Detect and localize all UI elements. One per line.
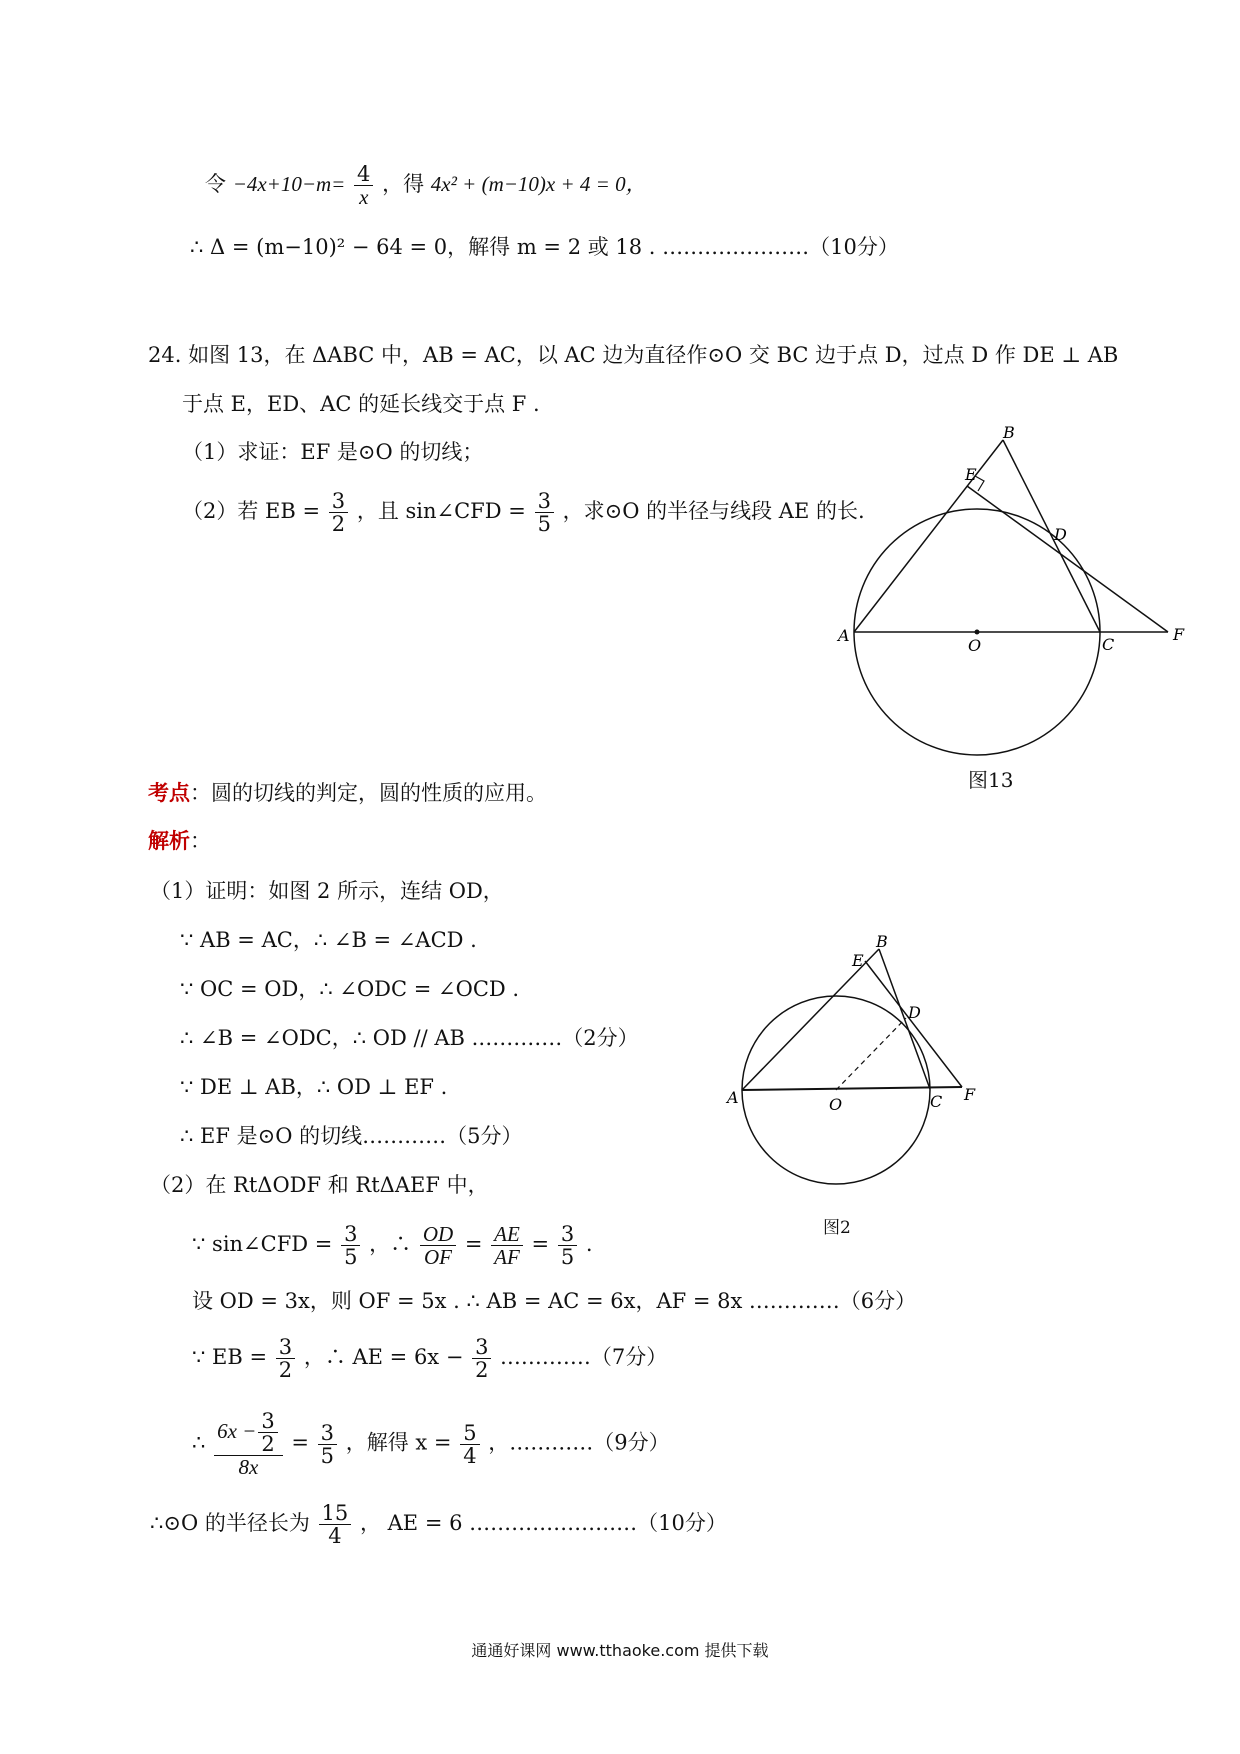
text: ∴: [192, 1430, 206, 1455]
sol-t4: [192, 1410, 670, 1478]
expr: 6x −: [217, 1419, 257, 1444]
label-c: C: [1102, 635, 1115, 654]
expr: 4x² + (m−10)x + 4 = 0，: [430, 172, 647, 197]
fraction: [341, 1223, 360, 1268]
denominator: AF: [494, 1245, 520, 1270]
label-d: D: [908, 1003, 921, 1022]
expr: ∴ Δ = (m−10)² − 64 = 0，解得 m = 2 或 18 .: [190, 235, 656, 259]
sol-step-1: ∵ AB = AC，∴ ∠B = ∠ACD .: [180, 928, 477, 952]
text: ，∴: [369, 1232, 412, 1257]
sol-t1: [192, 1223, 593, 1268]
complex-fraction: [214, 1410, 283, 1478]
label-b: B: [876, 932, 888, 951]
problem24-line2: 于点 E，ED、AC 的延长线交于点 F .: [182, 392, 540, 416]
equals: =: [531, 1232, 550, 1257]
sol-step-5: ∴ EF 是⊙O 的切线…………（5分）: [180, 1124, 523, 1148]
sol-step-2: ∵ OC = OD，∴ ∠ODC = ∠OCD .: [180, 977, 520, 1001]
fraction: [276, 1336, 295, 1381]
numerator: 5: [460, 1422, 479, 1445]
denominator: 2: [475, 1358, 489, 1383]
fraction: [491, 1223, 523, 1268]
denominator: 5: [344, 1245, 358, 1270]
kaodian-line: [148, 778, 547, 808]
center-dot: [975, 630, 980, 635]
score: ……………………（10分）: [469, 1511, 727, 1536]
numerator: OD: [420, 1223, 456, 1246]
numerator: [214, 1410, 283, 1456]
fraction: [420, 1223, 456, 1268]
jiexi-colon: ：: [190, 829, 211, 853]
numerator: 3: [258, 1410, 277, 1433]
numerator: 3: [341, 1223, 360, 1246]
denominator: 2: [331, 512, 346, 537]
line-ef: [967, 486, 1168, 632]
line-bc: [879, 949, 930, 1089]
numerator: 3: [329, 490, 348, 513]
label-f: F: [964, 1085, 976, 1104]
label-a: A: [727, 1088, 739, 1107]
sol-t2: 设 OD = 3x，则 OF = 5x . ∴ AB = AC = 6x，AF = 8x .…………（6分）: [192, 1289, 917, 1313]
label-c: C: [930, 1092, 943, 1111]
numerator: 15: [319, 1502, 352, 1525]
expr: −4x+10−m=: [232, 172, 346, 197]
text: ，得: [382, 172, 425, 197]
line-od: [836, 1018, 906, 1090]
label-o: O: [968, 636, 982, 655]
label-e: E: [965, 465, 977, 484]
figure-13: [830, 420, 1210, 770]
sol-t5: [150, 1502, 727, 1547]
sol-t3: [192, 1336, 667, 1381]
equals: =: [464, 1232, 483, 1257]
fraction: [329, 490, 348, 535]
problem24-q2: [182, 490, 865, 535]
text: ∵ EB =: [192, 1345, 268, 1370]
figure-2: [720, 920, 990, 1200]
line-ab: [854, 440, 1003, 632]
sol-step-3: ∴ ∠B = ∠ODC，∴ OD // AB .…………（2分）: [180, 1026, 639, 1050]
equals: =: [291, 1430, 309, 1455]
denominator: 5: [537, 512, 551, 537]
numerator: 3: [276, 1336, 295, 1359]
denominator: 5: [560, 1245, 575, 1270]
figure-13-caption: 图13: [968, 768, 1014, 792]
line-bc: [1003, 440, 1100, 632]
kaodian-text: ：圆的切线的判定，圆的性质的应用。: [190, 781, 547, 805]
problem24-q1: （1）求证：EF 是⊙O 的切线；: [182, 440, 484, 464]
denominator: 5: [320, 1443, 335, 1468]
numerator: AE: [491, 1223, 523, 1246]
jiexi-label: 解析: [148, 828, 190, 853]
fraction: [258, 1410, 277, 1455]
text: ，且 sin∠CFD =: [356, 499, 526, 524]
jiexi-line: [148, 826, 211, 856]
score: ，…………（9分）: [488, 1430, 670, 1455]
label-d: D: [1054, 525, 1067, 544]
label-e: E: [852, 951, 864, 970]
kaodian-label: 考点: [148, 780, 190, 805]
fraction: [319, 1502, 352, 1547]
fraction: [354, 163, 373, 208]
line-ef: [865, 961, 962, 1087]
sol-part1-head: （1）证明：如图 2 所示，连结 OD，: [150, 879, 504, 903]
label-o: O: [829, 1095, 843, 1114]
fraction: [318, 1422, 337, 1467]
score: …………………（10分）: [662, 235, 899, 259]
denominator: 2: [278, 1358, 293, 1383]
fraction: [558, 1223, 577, 1268]
figure-2-caption: 图2: [823, 1218, 851, 1238]
numerator: 4: [354, 163, 373, 186]
label-b: B: [1003, 423, 1015, 442]
numerator: 3: [535, 490, 554, 513]
label-a: A: [838, 626, 850, 645]
sol23-line1: [205, 163, 647, 208]
text: ，解得 x =: [345, 1430, 452, 1455]
text: ∵ sin∠CFD =: [192, 1232, 333, 1257]
text: 令: [205, 172, 226, 197]
line-ab: [742, 949, 879, 1090]
numerator: 3: [472, 1336, 491, 1359]
text: ∴⊙O 的半径长为: [150, 1511, 310, 1536]
fraction: [535, 490, 554, 535]
denominator: 8x: [238, 1455, 259, 1480]
denominator: 4: [328, 1524, 342, 1549]
sol23-line2: [190, 232, 899, 262]
score: .…………（7分）: [500, 1345, 668, 1370]
text: .: [585, 1232, 593, 1257]
footer-source: 通通好课网 www.tthaoke.com 提供下载: [471, 1641, 769, 1660]
label-f: F: [1173, 625, 1185, 644]
fraction: [472, 1336, 491, 1381]
problem24-line1: 24. 如图 13，在 ΔABC 中，AB = AC，以 AC 边为直径作⊙O 交 BC 边于点 D，过点 D 作 DE ⊥ AB: [148, 343, 1119, 367]
denominator: 4: [463, 1443, 477, 1468]
fraction: [460, 1422, 479, 1467]
sol-part2-head: （2）在 RtΔODF 和 RtΔAEF 中，: [150, 1173, 489, 1197]
text: （2）若 EB =: [182, 499, 321, 524]
denominator: OF: [424, 1245, 453, 1270]
text: ，∴ AE = 6x −: [303, 1345, 464, 1370]
denominator: 2: [261, 1432, 275, 1457]
sol-step-4: ∵ DE ⊥ AB，∴ OD ⊥ EF .: [180, 1075, 448, 1099]
text: ，求⊙O 的半径与线段 AE 的长.: [562, 499, 865, 524]
denominator: x: [359, 185, 369, 210]
text: ， AE = 6: [359, 1511, 463, 1536]
numerator: 3: [558, 1223, 577, 1246]
numerator: 3: [318, 1422, 337, 1445]
